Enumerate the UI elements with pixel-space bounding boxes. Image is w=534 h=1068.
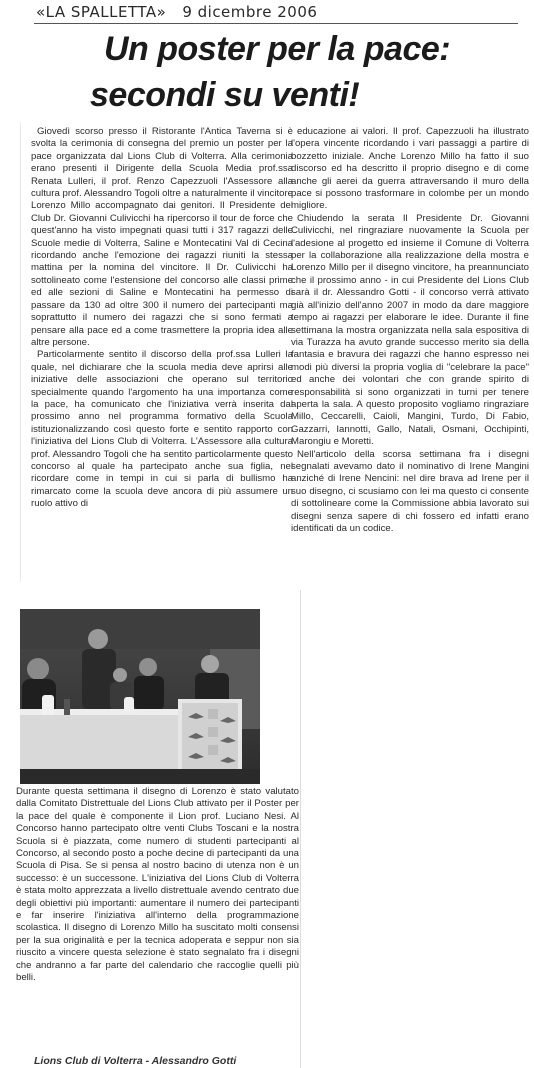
article-column-right bbox=[291, 126, 529, 535]
masthead bbox=[36, 3, 516, 25]
publication-name: «LA SPALLETTA» bbox=[36, 3, 167, 21]
photo-caption bbox=[16, 786, 299, 985]
article-signature: Lions Club di Volterra - Alessandro Gotti bbox=[34, 1055, 237, 1067]
article-paragraph: Particolarmente sentito il discorso della prof.ssa Lulleri la quale, nel dichiarare che la scuola media deve aprirsi alle iniziative delle associazioni che operano sul territorio specialmente quando l'argomento ha una importanza come la pace, ha comunicato che l'iniziativa verrà inserita dal prossimo anno nel programma formativo della Scuola istituzionalizzando così questo forte e sentito rapporto con l'iniziativa del Lions Club di Volterra. L'Assessore alla cultura prof. Alessandro Togoli che ha sentito particolarmente questo concorso al quale ha partecipato anche sua figlia, nel ricordare come in tempi in cui si parla di bullismo ha rimarcato come la scuola deve ancora di più assumere un ruolo attivo di bbox=[31, 349, 293, 510]
masthead-rule bbox=[34, 23, 518, 24]
article-paragraph: Giovedì scorso presso il Ristorante l'Antica Taverna si è svolta la cerimonia di consegna del premio un poster per la pace organizzata dal Lions Club di Volterra. Alla cerimonia erano presenti il Dirigente della Scuola Media prof.ssa Renata Lulleri, il prof. Renzo Capezzuoli l'Assessore alla cultura prof. Alessandro Togoli oltre a naturalmente il vincitore Lorenzo Millo accompagnato dai genitori. Il Presidente del Club Dr. Giovanni Culivicchi ha ripercorso il tour de force che quest'anno ha visto impegnati quasi tutti i 317 ragazzi delle Scuole medie di Volterra, Saline e Montecatini Val di Cecina ricordando anche l'emozione dei ragazzi riuniti la stessa mattina per la nomina del vincitore. Il Dr. Culivicchi ha sottolineato come l'estensione del concorso alle classi prime ed alle sezioni di Saline e Montecatini ha permesso di passare da 130 ad oltre 300 il numero dei partecipanti ma soprattutto il numero dei ragazzi che si sono fermati a pensare alla pace ed a come trasmettere la propria idea alle altre persone. bbox=[31, 126, 293, 348]
caption-text: Durante questa settimana il disegno di Lorenzo è stato valutato dalla Comitato Distrettuale del Lions Club attivato per il Poster per la pace del quale è componente il Lion prof. Luciano Nesi. Al Concorso hanno partecipato oltre venti Clubs Toscani e la nostra Scuola si è piazzata, come numero di studenti partecipanti al Concorso, al secondo posto a poche decine di partecipanti da una Scuola di Pisa. Se si pensa al nostro bacino di utenza non è un successo: è un successone. L'iniziativa del Lions Club di Volterra è stata molto apprezzata a livello distrettuale avendo centrato due degli obiettivi più importanti: aumentare il numero dei partecipanti e far inserire l'iniziativa all'interno della programmazione scolastica. Il disegno di Lorenzo Millo ha suscitato molti consensi per la sua originalità e per la tecnica adoperata e seppur non sia riuscito a vincere questa selezione è stato segnalato fra i disegni che andranno a far parte del calendario che raccoglie quelli più belli. bbox=[16, 786, 299, 984]
article-paragraph: Chiudendo la serata Il Presidente Dr. Giovanni Culivicchi, nel ringraziare nuovamente la Scuola per l'adesione al progetto ed insieme il Comune di Volterra per la collaborazione alla realizzazione della mostra e Lorenzo Millo per il disegno vincitore, ha preannunciato che il prossimo anno - in cui Presidente del Lions Club sarà il dr. Alessandro Gotti - il concorso verrà attivato già all'inizio dell'anno 2007 in modo da dare maggiore tempo ai ragazzi per elaborare le idee. Durante il fine settimana la mostra organizzata nella sala espositiva di via Turazza ha avuto grande successo merito sia della fantasia e bravura dei ragazzi che hanno espresso nei modi più diversi la propria voglia di "celebrare la pace" ed anche dei volontari che con grande spirito di responsabilità si sono organizzati in turni per tenere aperta la sala. A questo proposito vogliamo ringraziare Millo, Ceccarelli, Caioli, Mangini, Turdo, Di Fabio, Gazzarri, Iannotti, Gallo, Natali, Osmani, Occhipinti, Marongiu e Moretti. bbox=[291, 212, 529, 448]
article-body bbox=[20, 122, 531, 582]
publication-date: 9 dicembre 2006 bbox=[182, 3, 318, 21]
ceremony-photo bbox=[20, 609, 260, 784]
headline-line-1: Un poster per la pace: bbox=[104, 30, 451, 68]
article-paragraph: Nell'articolo della scorsa settimana fra i disegni segnalati avevamo dato il nominativo di Irene Mangini anziché di Irene Nencini: nel dire brava ad Irene per il suo disegno, ci scusiamo con lei ma questo ci consente di sottolineare come la Commissione abbia lavorato sui disegni senza sapere di chi fossero ed infatti erano identificati da un codice. bbox=[291, 448, 529, 534]
photo-illustration bbox=[20, 609, 260, 784]
article-column-left bbox=[31, 126, 293, 511]
headline-line-2: secondi su venti! bbox=[90, 76, 360, 114]
clipping-edge bbox=[300, 590, 301, 1068]
headline bbox=[0, 30, 534, 118]
article-paragraph: educazione ai valori. Il prof. Capezzuoli ha illustrato l'opera vincente ricordando i vari passaggi a partire di bozzetto iniziale. Anche Lorenzo Millo ha fatto il suo discorso ed ha descritto il proprio disegno e di come anche gli aerei da guerra attraversando il muro della pace si possono trasformare in colombe per un mondo migliore. bbox=[291, 126, 529, 212]
